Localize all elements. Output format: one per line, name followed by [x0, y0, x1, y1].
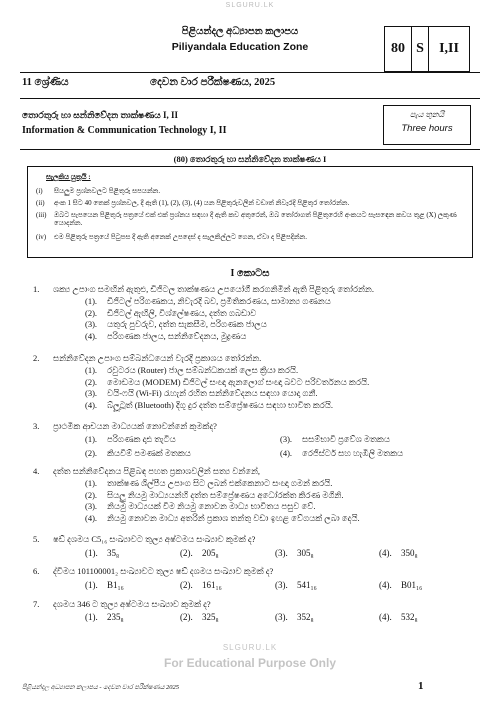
page-number: 1 [418, 680, 424, 692]
option [379, 548, 475, 558]
option [85, 388, 470, 400]
question-text: සන්නිවේදන උපාංග සම්බන්ධයෙන් වැරදි ප්‍රකාශය තෝරන්න. [53, 353, 262, 363]
instruction-item [36, 199, 466, 207]
instruction-num: (i) [36, 187, 43, 195]
option [180, 580, 275, 590]
option-text: 532₈ [401, 612, 418, 622]
option-text: 161₁₆ [202, 580, 222, 590]
option-number: (4). [379, 612, 392, 622]
option-text: 350₈ [401, 548, 418, 558]
watermark-bottom: For Educational Purpose Only [163, 656, 337, 670]
divider [20, 72, 480, 73]
subject-code: 80 [385, 27, 412, 71]
options-row [85, 612, 475, 622]
question [33, 284, 472, 295]
option-text: 325₈ [202, 612, 219, 622]
option-number: (4). [85, 330, 98, 341]
option-text: පරිගණක ජාලය, සන්නිවේදනය, මුද්‍රණය [107, 330, 247, 341]
option-number: (3). [85, 319, 98, 330]
option [85, 377, 470, 389]
option-text: 235₈ [107, 612, 124, 622]
option-number: (4). [379, 548, 392, 558]
instruction-text: සියලුම ප්‍රශ්නවලට පිළිතුරු සපයන්න. [54, 187, 161, 195]
option [85, 448, 280, 459]
option [85, 400, 470, 412]
watermark-bottom-small: SLGURU.LK [222, 643, 278, 652]
option [85, 434, 280, 445]
option-text: කියවීම් පමණක් මතකය [107, 448, 191, 458]
options-list [85, 365, 470, 411]
question [33, 421, 472, 432]
option [85, 319, 470, 331]
option-text: බ්ලූටූත් (Bluetooth) දිගු දුර දත්ත සම්ප්‍රේෂණය සඳහා භාවිත කරයි. [107, 399, 333, 410]
instruction-num: (ii) [36, 199, 45, 207]
option-text: B1₁₆ [107, 580, 124, 590]
option-number: (3). [85, 501, 98, 512]
option-number: (2). [85, 307, 98, 318]
instructions-box [27, 166, 473, 258]
option-number: (4). [85, 399, 98, 410]
options-list [85, 478, 470, 524]
instruction-text: එම පිළිතුරු පත්‍රයේ පිටුපස දී ඇති අනෙක් උපදෙස් ද සැලකිල්ලට ගෙන, ඒවා ද පිළිපදින්න. [54, 233, 307, 241]
instructions-title: සැලකිය යුතුයි : [46, 173, 91, 181]
options-row [85, 548, 475, 558]
option-text: මොඩමය (MODEM) ඩිජිටල් සංඥා ඇනලොග් සංඥා බවට පරිවර්තනය කරයි. [107, 376, 370, 387]
question-text: ශක්‍ය උපාංග සමඟින් ඇතුළු, ඩිජිටල තාක්ෂණය උපයෝගී කරගනිමින් ඇති පිළිතුරු තෝරන්න. [53, 284, 374, 294]
instruction-text: අංක 1 සිට 40 තෙක් ප්‍රශ්නවල, දී ඇති (1), (2), (3), (4) යන පිළිතුරුවලින් වඩාත් නිවැරදි පිළිතුර තෝරන්න. [54, 199, 350, 207]
zone-title-english: Piliyandala Education Zone [171, 41, 309, 53]
option-text: නියමු මාධ්‍යයක් වීම නියමු නොවන මාධ්‍ය භාවිතය පසුව වේ. [107, 501, 316, 512]
question-number: 4. [33, 466, 40, 476]
option-text: ඩිජිටල් පරිගණකය, නිවැරදි බව, ප්‍රමිතිකරණය, සාමාන්‍ය ගණනය [107, 296, 331, 306]
instruction-item [36, 187, 466, 195]
footer: පිළියන්දල අධ්‍යාපන කලාපය - දෙවන වාර පරීක්ෂණය 2025 [22, 684, 179, 691]
option-number: (3). [275, 612, 288, 622]
question-text: ප්‍රාථමික ආචයන මාධ්‍යයක් නොවන්නේ කුමක්ද? [53, 421, 217, 431]
option [85, 513, 470, 525]
option-text: නියමු නොවන මාධ්‍ය අතරින් ප්‍රකාශ තන්තු වඩා ඉහළ වේගයක් ලබා දෙයි. [107, 512, 360, 523]
option-number: (3). [85, 388, 98, 399]
option-text: 35₈ [107, 548, 120, 558]
option-number: (4). [85, 512, 98, 523]
instruction-item [36, 211, 466, 227]
time-english: Three hours [401, 123, 453, 134]
question-number: 3. [33, 421, 40, 431]
time-box [383, 105, 471, 145]
option-text: රවුටරය (Router) ජාල සම්බන්ධකයක් ලෙස ක්‍රියා කරයි. [107, 365, 299, 375]
option-number: (3). [280, 434, 293, 444]
option-number: (1). [85, 365, 98, 375]
option-number: (2). [180, 612, 193, 622]
zone-title-sinhala: පිළියන්දල අධ්‍යාපන කලාපය [181, 26, 299, 37]
option-text: 352₈ [297, 612, 314, 622]
option-number: (2). [180, 580, 193, 590]
option-text: සසම්භාවී ප්‍රවේශ මතකය [302, 434, 390, 444]
option-text: යතුරු පුවරුව, දත්ත සැකසීම, පරිගණක ජාලය [107, 319, 267, 330]
subject-code-box [384, 26, 470, 72]
option [85, 490, 470, 502]
option-text: 305₈ [297, 548, 314, 558]
option [85, 612, 180, 622]
option-number: (1). [85, 434, 98, 444]
options-grid [85, 434, 475, 459]
option-text: 205₈ [202, 548, 219, 558]
subject-english: Information & Communication Technology I, II [22, 125, 227, 136]
option-number: (2). [85, 489, 98, 500]
option [85, 365, 470, 377]
option-text: රෙජිස්ටර් සහ හැඹිලි මතකය [302, 448, 404, 458]
question [33, 466, 472, 477]
part-title: (80) තොරතුරු හා සන්නිවේදන තාක්ෂණය I [173, 154, 327, 164]
option [85, 478, 470, 490]
term: දෙවන වාර පරීක්ෂණය, 2025 [150, 77, 276, 88]
watermark-top: SLGURU.LK [225, 2, 275, 9]
question-number: 1. [33, 284, 40, 294]
option-text: තාක්ෂණ ශිල්පීය උපාංග සිට ලබන් එක්කෙනාට සංඥා ගමන් කරයි. [107, 478, 333, 488]
question-text: ෂඩ් දශමය C5₁₆ සංඛ්‍යාවට තුල්‍ය අෂ්ටමය සංඛ්‍යාව කුමක් ද? [53, 534, 256, 544]
option-number: (1). [85, 296, 98, 306]
question-text: දත්ත සන්නිවේදනය පිළිබඳ පහත ප්‍රකාශවලින් සත්‍ය වන්නේ, [53, 466, 261, 476]
option-text: වයි-ෆයි (Wi-Fi) රැහැන් රහිත සන්නිවේදනය සඳහා යොදා ගනී. [107, 388, 318, 399]
grade: 11 ශ්‍රේණිය [22, 77, 69, 88]
question [33, 599, 472, 610]
option-number: (1). [85, 548, 98, 558]
instruction-text: ඔබට සැපයෙන පිළිතුරු පත්‍රයේ එක් එක් ප්‍රශ්නය සඳහා දී ඇති කව අතුරෙන්, ඔබ තෝරාගත් පිළිතුරෙහි අංකයට සැසඳෙන කවය තුළ (X) ලකුණ යොදන්න. [54, 211, 457, 227]
option-number: (3). [275, 548, 288, 558]
question [33, 534, 472, 545]
option [180, 612, 275, 622]
question-number: 6. [33, 566, 40, 576]
instruction-num: (iv) [36, 233, 47, 241]
option [85, 296, 470, 308]
option-number: (2). [85, 376, 98, 387]
option-text: B01₁₆ [401, 580, 423, 590]
option [275, 580, 379, 590]
option [280, 434, 475, 445]
option-text: ඩිජිටල් ඇඟිලි, විශ්ලේෂණය, දත්ත ගබඩාව [107, 307, 257, 318]
option [180, 548, 275, 558]
option-number: (1). [85, 580, 98, 590]
option-text: 541₁₆ [297, 580, 317, 590]
option-number: (4). [280, 448, 293, 458]
instruction-num: (iii) [36, 211, 47, 219]
divider [20, 149, 480, 150]
option-text: සියලු නියමු මාධ්‍යයන්හි දත්ත සම්ප්‍රේෂණය අධෝරක්ත කිරණ මගිනි. [107, 489, 344, 500]
option [85, 580, 180, 590]
question-number: 2. [33, 353, 40, 363]
subject-code-papers: I,II [439, 41, 459, 56]
option-number: (1). [85, 612, 98, 622]
option-number: (2). [180, 548, 193, 558]
subject-code-s: S [412, 27, 429, 71]
option [85, 501, 470, 513]
options-row [85, 580, 475, 590]
option-number: (2). [85, 448, 98, 458]
question-text: ද්විමය 101100001₂ සංඛ්‍යාවට තුල්‍ය ෂඩ් දශමය සංඛ්‍යාව කුමක් ද? [53, 566, 274, 576]
question-number: 5. [33, 534, 40, 544]
option-number: (1). [85, 478, 98, 488]
option-text: පරිගණක දෘඪ තැටිය [107, 434, 176, 444]
options-list [85, 296, 470, 342]
divider [20, 98, 480, 99]
instruction-item [36, 233, 466, 241]
time-sinhala: පැය තුනයි [409, 110, 445, 119]
question-number: 7. [33, 599, 40, 609]
option [85, 548, 180, 558]
option [85, 331, 470, 343]
option-number: (3). [275, 580, 288, 590]
option [379, 612, 475, 622]
option [379, 580, 475, 590]
question-text: දශමය 346 ට තුල්‍ය අෂ්ටමය සංඛ්‍යාව කුමක් ද? [53, 599, 211, 609]
option [275, 548, 379, 558]
option [275, 612, 379, 622]
option [85, 308, 470, 320]
section-title: I කොටස [230, 268, 270, 279]
subject-sinhala: තොරතුරු හා සන්නිවේදන තාක්ෂණය I, II [22, 110, 178, 120]
question [33, 353, 472, 364]
option-number: (4). [379, 580, 392, 590]
question [33, 566, 472, 577]
option [280, 448, 475, 459]
